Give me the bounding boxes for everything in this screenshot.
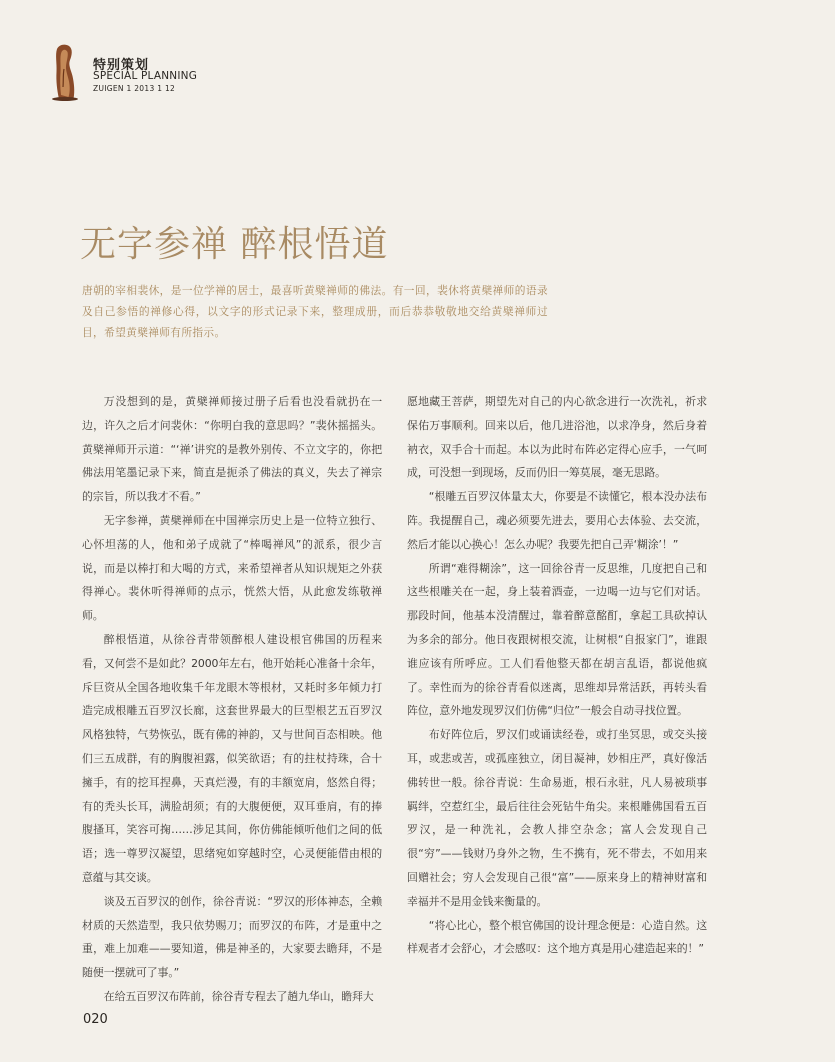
article-title: 无字参禅 醉根悟道 xyxy=(80,224,389,265)
issue-label: ZUIGEN 1 2013 1 12 xyxy=(93,84,176,93)
body-column-left xyxy=(82,390,382,1009)
page-number: 020 xyxy=(83,1012,108,1027)
body-paragraph: “根雕五百罗汉体量太大，你要是不读懂它，根本没办法布阵。我提醒自己，魂必须要先进去，要用心去体验、去交流，然后才能以心换心！怎么办呢？我要先把自己弄‘糊涂’！” xyxy=(407,490,707,551)
section-label: 特别策划 xyxy=(93,58,150,73)
body-paragraph: 谈及五百罗汉的创作，徐谷青说：“罗汉的形体神态，全赖材质的天然造型，我只依势赐刀；而罗汉的布阵，才是重中之重，难上加难——要知道，佛是神圣的，大家要去瞻拜，不是随便一摆就可了事。” xyxy=(82,894,382,980)
root-sculpture-logo-icon xyxy=(48,43,80,101)
section-label-english: SPECIAL PLANNING xyxy=(93,70,198,82)
body-paragraph: 在给五百罗汉布阵前，徐谷青专程去了趟九华山，瞻拜大 xyxy=(103,989,374,1003)
body-paragraph: 所谓“难得糊涂”，这一回徐谷青一反思维，几度把自己和这些根雕关在一起，身上装着酒壶，一边喝一边与它们对话。那段时间，他基本没清醒过，靠着醉意酩酊，拿起工具砍掉认为多余的部分。他日夜跟树根交流，让树根“自报家门”，谁跟谁应该有所呼应。工人们看他整天都在胡言乱语，都说他疯了。幸性而为的徐谷青看似迷离，思维却异常活跃，再转头看阵位，意外地发现罗汉们仿佛“归位”一般会自动寻找位置。 xyxy=(407,561,707,718)
body-paragraph-continued: 愿地藏王菩萨，期望先对自己的内心欲念进行一次洗礼，祈求保佑万事顺利。回来以后，他几进浴池，以求净身，然后身着衲衣，双手合十而起。本以为此时布阵必定得心应手，一气呵成，可没想一到现场，反而仍旧一筹莫展，毫无思路。 xyxy=(407,395,707,480)
body-paragraph: 醉根悟道，从徐谷青带领醉根人建设根官佛国的历程来看，又何尝不是如此？2000年左右，他开始耗心准备十余年，斥巨资从全国各地收集千年龙眼木等根材，又耗时多年倾力打造完成根雕五百罗汉长廊，这套世界最大的巨型根艺五百罗汉风格独特，气势恢弘，既有佛的神韵，又与世间百态相映。他们三五成群，有的胸腹袒露，似笑欲语；有的拄杖持珠，合十擁手，有的挖耳捏鼻，天真烂漫，有的丰额宽肩，悠然自得；有的秃头长耳，满脸胡须；有的大腹便便，双耳垂肩，有的捧腹搔耳，笑容可掬……涉足其间，你仿佛能倾听他们之间的低语；选一尊罗汉凝望，思绪宛如穿越时空，心灵便能借由根的意蕴与其交谈。 xyxy=(82,632,382,884)
article-intro: 唐朝的宰相裴休，是一位学禅的居士，最喜听黄檗禅师的佛法。有一回，裴休将黄檗禅师的语录及自己参悟的禅修心得，以文字的形式记录下来，整理成册，而后恭恭敬敬地交给黄檗禅师过目，希望黄檗禅师有所指示。 xyxy=(82,284,548,339)
body-paragraph: 布好阵位后，罗汉们或诵读经卷，或打坐冥思，或交头接耳，或悲或苦，或孤座独立，闭目凝神，妙相庄严，真好像活佛转世一般。徐谷青说：生命易逝，根石永驻，凡人易被琐事羁绊，空惹红尘，最后往往会死钻牛角尖。来根雕佛国看五百罗汉，是一种洗礼，会教人排空杂念；富人会发现自己很“穷”——钱财乃身外之物，生不携有，死不带去，不如用来回赠社会；穷人会发现自己很“富”——原来身上的精神财富和幸福并不是用金钱来衡量的。 xyxy=(407,728,707,908)
body-column-right xyxy=(407,390,707,961)
body-paragraph: “将心比心，整个根官佛国的设计理念便是：心造自然。这样观者才会舒心，才会感叹：这个地方真是用心建造起来的！” xyxy=(407,918,707,956)
body-paragraph: 万没想到的是，黄檗禅师接过册子后看也没看就扔在一边，许久之后才问裴休：“你明白我的意思吗？”裴休摇摇头。黄檗禅师开示道：“‘禅’讲究的是教外别传、不立文字的，你把佛法用笔墨记录下来，简直是扼杀了佛法的真义，失去了禅宗的宗旨，所以我才不看。” xyxy=(82,395,382,504)
body-paragraph: 无字参禅，黄檗禅师在中国禅宗历史上是一位特立独行、心怀坦荡的人，他和弟子成就了“棒喝禅风”的派系，很少言说，而是以棒打和大喝的方式，来希望禅者从知识规矩之外获得禅心。裴休听得禅师的点示，恍然大悟，从此愈发练敬禅师。 xyxy=(82,513,382,623)
